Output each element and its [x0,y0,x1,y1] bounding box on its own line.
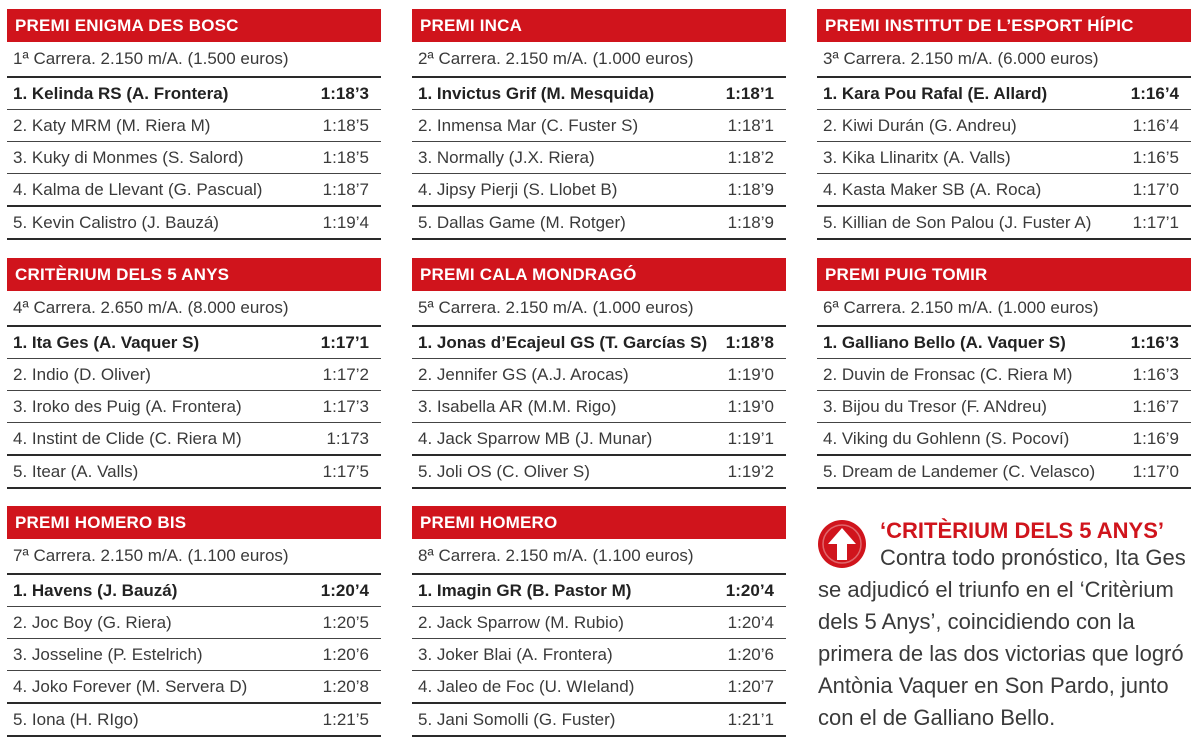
race-box-4 [7,258,381,489]
horse-name: 4. Joko Forever (M. Servera D) [13,676,248,696]
result-row [817,174,1191,207]
note-title: ‘CRITÈRIUM DELS 5 ANYS’ [880,518,1164,543]
horse-name: 2. Indio (D. Oliver) [13,364,151,384]
race-time: 1:19’4 [322,212,369,232]
race-time: 1:18’3 [320,83,369,103]
race-box-2 [412,9,786,240]
race-time: 1:17’2 [322,364,369,384]
race-time: 1:19’2 [727,461,774,481]
race-time: 1:16’9 [1132,428,1179,448]
race-time: 1:16’7 [1132,396,1179,416]
horse-name: 3. Isabella AR (M.M. Rigo) [418,396,617,416]
race-time: 1:19’0 [727,364,774,384]
race-time: 1:20’6 [322,644,369,664]
race-time: 1:16’3 [1130,332,1179,352]
result-row [412,142,786,174]
result-row [412,607,786,639]
result-row [7,110,381,142]
result-row [7,704,381,737]
race-subtitle: 4ª Carrera. 2.650 m/A. (8.000 euros) [7,291,381,327]
result-row [412,110,786,142]
result-row [7,671,381,704]
result-row [412,456,786,489]
race-time: 1:21’5 [322,709,369,729]
race-time: 1:20’4 [320,580,369,600]
race-time: 1:17’0 [1132,179,1179,199]
race-time: 1:17’1 [1132,212,1179,232]
result-row [7,639,381,671]
race-time: 1:18’2 [727,147,774,167]
race-time: 1:18’7 [322,179,369,199]
race-time: 1:18’8 [725,332,774,352]
race-title: PREMI INSTITUT DE L’ESPORT HÍPIC [817,9,1191,42]
race-time: 1:17’0 [1132,461,1179,481]
horse-name: 1. Ita Ges (A. Vaquer S) [13,332,200,352]
race-title: CRITÈRIUM DELS 5 ANYS [7,258,381,291]
race-subtitle: 3ª Carrera. 2.150 m/A. (6.000 euros) [817,42,1191,78]
note-body: Contra todo pronóstico, Ita Ges se adjudicó el triunfo en el ‘Critèrium dels 5 Anys’, coincidiendo con la primera de las dos victorias que logró Antònia Vaquer en Son Pardo, junto con el de Galliano Bello. [818,545,1186,730]
race-time: 1:18’5 [322,147,369,167]
result-row [412,391,786,423]
horse-name: 4. Jack Sparrow MB (J. Munar) [418,428,653,448]
horse-name: 3. Iroko des Puig (A. Frontera) [13,396,242,416]
race-box-1 [7,9,381,240]
horse-name: 4. Jaleo de Foc (U. WIeland) [418,676,635,696]
race-subtitle: 2ª Carrera. 2.150 m/A. (1.000 euros) [412,42,786,78]
horse-name: 5. Iona (H. RIgo) [13,709,139,729]
race-time: 1:20’5 [322,612,369,632]
horse-name: 1. Jonas d’Ecajeul GS (T. Garcías S) [418,332,708,352]
horse-name: 1. Kelinda RS (A. Frontera) [13,83,229,103]
race-time: 1:19’1 [727,428,774,448]
result-row [7,423,381,456]
result-row [7,607,381,639]
horse-name: 4. Kasta Maker SB (A. Roca) [823,179,1042,199]
horse-name: 4. Instint de Clide (C. Riera M) [13,428,242,448]
race-title: PREMI CALA MONDRAGÓ [412,258,786,291]
result-row [412,639,786,671]
horse-name: 5. Kevin Calistro (J. Bauzá) [13,212,219,232]
horse-name: 1. Imagin GR (B. Pastor M) [418,580,632,600]
result-row [412,78,786,110]
result-row [412,423,786,456]
race-title: PREMI HOMERO [412,506,786,539]
horse-name: 2. Jennifer GS (A.J. Arocas) [418,364,629,384]
result-row [412,359,786,391]
result-row [412,207,786,240]
race-time: 1:17’1 [320,332,369,352]
race-time: 1:16’4 [1132,115,1179,135]
horse-name: 3. Bijou du Tresor (F. ANdreu) [823,396,1047,416]
result-row [7,391,381,423]
horse-name: 2. Kiwi Durán (G. Andreu) [823,115,1017,135]
result-row [7,327,381,359]
horse-name: 5. Killian de Son Palou (J. Fuster A) [823,212,1092,232]
result-row [817,456,1191,489]
race-time: 1:18’1 [725,83,774,103]
result-row [817,142,1191,174]
race-time: 1:20’4 [725,580,774,600]
horse-name: 4. Kalma de Llevant (G. Pascual) [13,179,263,199]
horse-name: 2. Joc Boy (G. Riera) [13,612,172,632]
race-time: 1:17’5 [322,461,369,481]
result-row [412,327,786,359]
race-time: 1:18’9 [727,179,774,199]
result-row [817,207,1191,240]
horse-name: 3. Kika Llinaritx (A. Valls) [823,147,1011,167]
result-row [7,142,381,174]
horse-name: 1. Havens (J. Bauzá) [13,580,178,600]
highlight-note [818,518,1193,734]
race-time: 1:16’4 [1130,83,1179,103]
result-row [817,391,1191,423]
race-time: 1:18’1 [727,115,774,135]
result-row [817,423,1191,456]
result-row [7,359,381,391]
race-subtitle: 1ª Carrera. 2.150 m/A. (1.500 euros) [7,42,381,78]
race-time: 1:18’5 [322,115,369,135]
horse-name: 5. Jani Somolli (G. Fuster) [418,709,616,729]
result-row [412,671,786,704]
horse-name: 2. Jack Sparrow (M. Rubio) [418,612,624,632]
horse-name: 2. Duvin de Fronsac (C. Riera M) [823,364,1073,384]
arrow-up-circle-icon [818,520,866,568]
race-box-5 [412,258,786,489]
result-row [412,575,786,607]
horse-name: 1. Galliano Bello (A. Vaquer S) [823,332,1066,352]
result-row [412,704,786,737]
race-title: PREMI HOMERO BIS [7,506,381,539]
race-time: 1:20’4 [727,612,774,632]
horse-name: 5. Dallas Game (M. Rotger) [418,212,626,232]
horse-name: 3. Normally (J.X. Riera) [418,147,595,167]
race-time: 1:18’9 [727,212,774,232]
race-time: 1:19’0 [727,396,774,416]
result-row [817,110,1191,142]
result-row [817,78,1191,110]
race-time: 1:21’1 [727,709,774,729]
race-time: 1:20’8 [322,676,369,696]
race-time: 1:20’6 [727,644,774,664]
horse-name: 4. Jipsy Pierji (S. Llobet B) [418,179,618,199]
race-subtitle: 8ª Carrera. 2.150 m/A. (1.100 euros) [412,539,786,575]
race-title: PREMI ENIGMA DES BOSC [7,9,381,42]
result-row [7,78,381,110]
race-box-8 [412,506,786,737]
race-title: PREMI PUIG TOMIR [817,258,1191,291]
horse-name: 4. Viking du Gohlenn (S. Pocoví) [823,428,1070,448]
result-row [7,207,381,240]
race-time: 1:20’7 [727,676,774,696]
race-time: 1:17’3 [322,396,369,416]
race-box-7 [7,506,381,737]
result-row [7,575,381,607]
horse-name: 2. Inmensa Mar (C. Fuster S) [418,115,639,135]
horse-name: 1. Invictus Grif (M. Mesquida) [418,83,655,103]
race-time: 1:16’3 [1132,364,1179,384]
horse-name: 5. Itear (A. Valls) [13,461,139,481]
result-row [817,359,1191,391]
race-subtitle: 5ª Carrera. 2.150 m/A. (1.000 euros) [412,291,786,327]
horse-name: 3. Joker Blai (A. Frontera) [418,644,613,664]
race-subtitle: 6ª Carrera. 2.150 m/A. (1.000 euros) [817,291,1191,327]
result-row [817,327,1191,359]
horse-name: 2. Katy MRM (M. Riera M) [13,115,211,135]
race-time: 1:16’5 [1132,147,1179,167]
race-box-3 [817,9,1191,240]
horse-name: 5. Joli OS (C. Oliver S) [418,461,590,481]
result-row [412,174,786,207]
result-row [7,456,381,489]
result-row [7,174,381,207]
race-time: 1:173 [326,428,369,448]
race-subtitle: 7ª Carrera. 2.150 m/A. (1.100 euros) [7,539,381,575]
horse-name: 1. Kara Pou Rafal (E. Allard) [823,83,1048,103]
race-title: PREMI INCA [412,9,786,42]
horse-name: 3. Kuky di Monmes (S. Salord) [13,147,244,167]
horse-name: 5. Dream de Landemer (C. Velasco) [823,461,1096,481]
race-box-6 [817,258,1191,489]
horse-name: 3. Josseline (P. Estelrich) [13,644,203,664]
